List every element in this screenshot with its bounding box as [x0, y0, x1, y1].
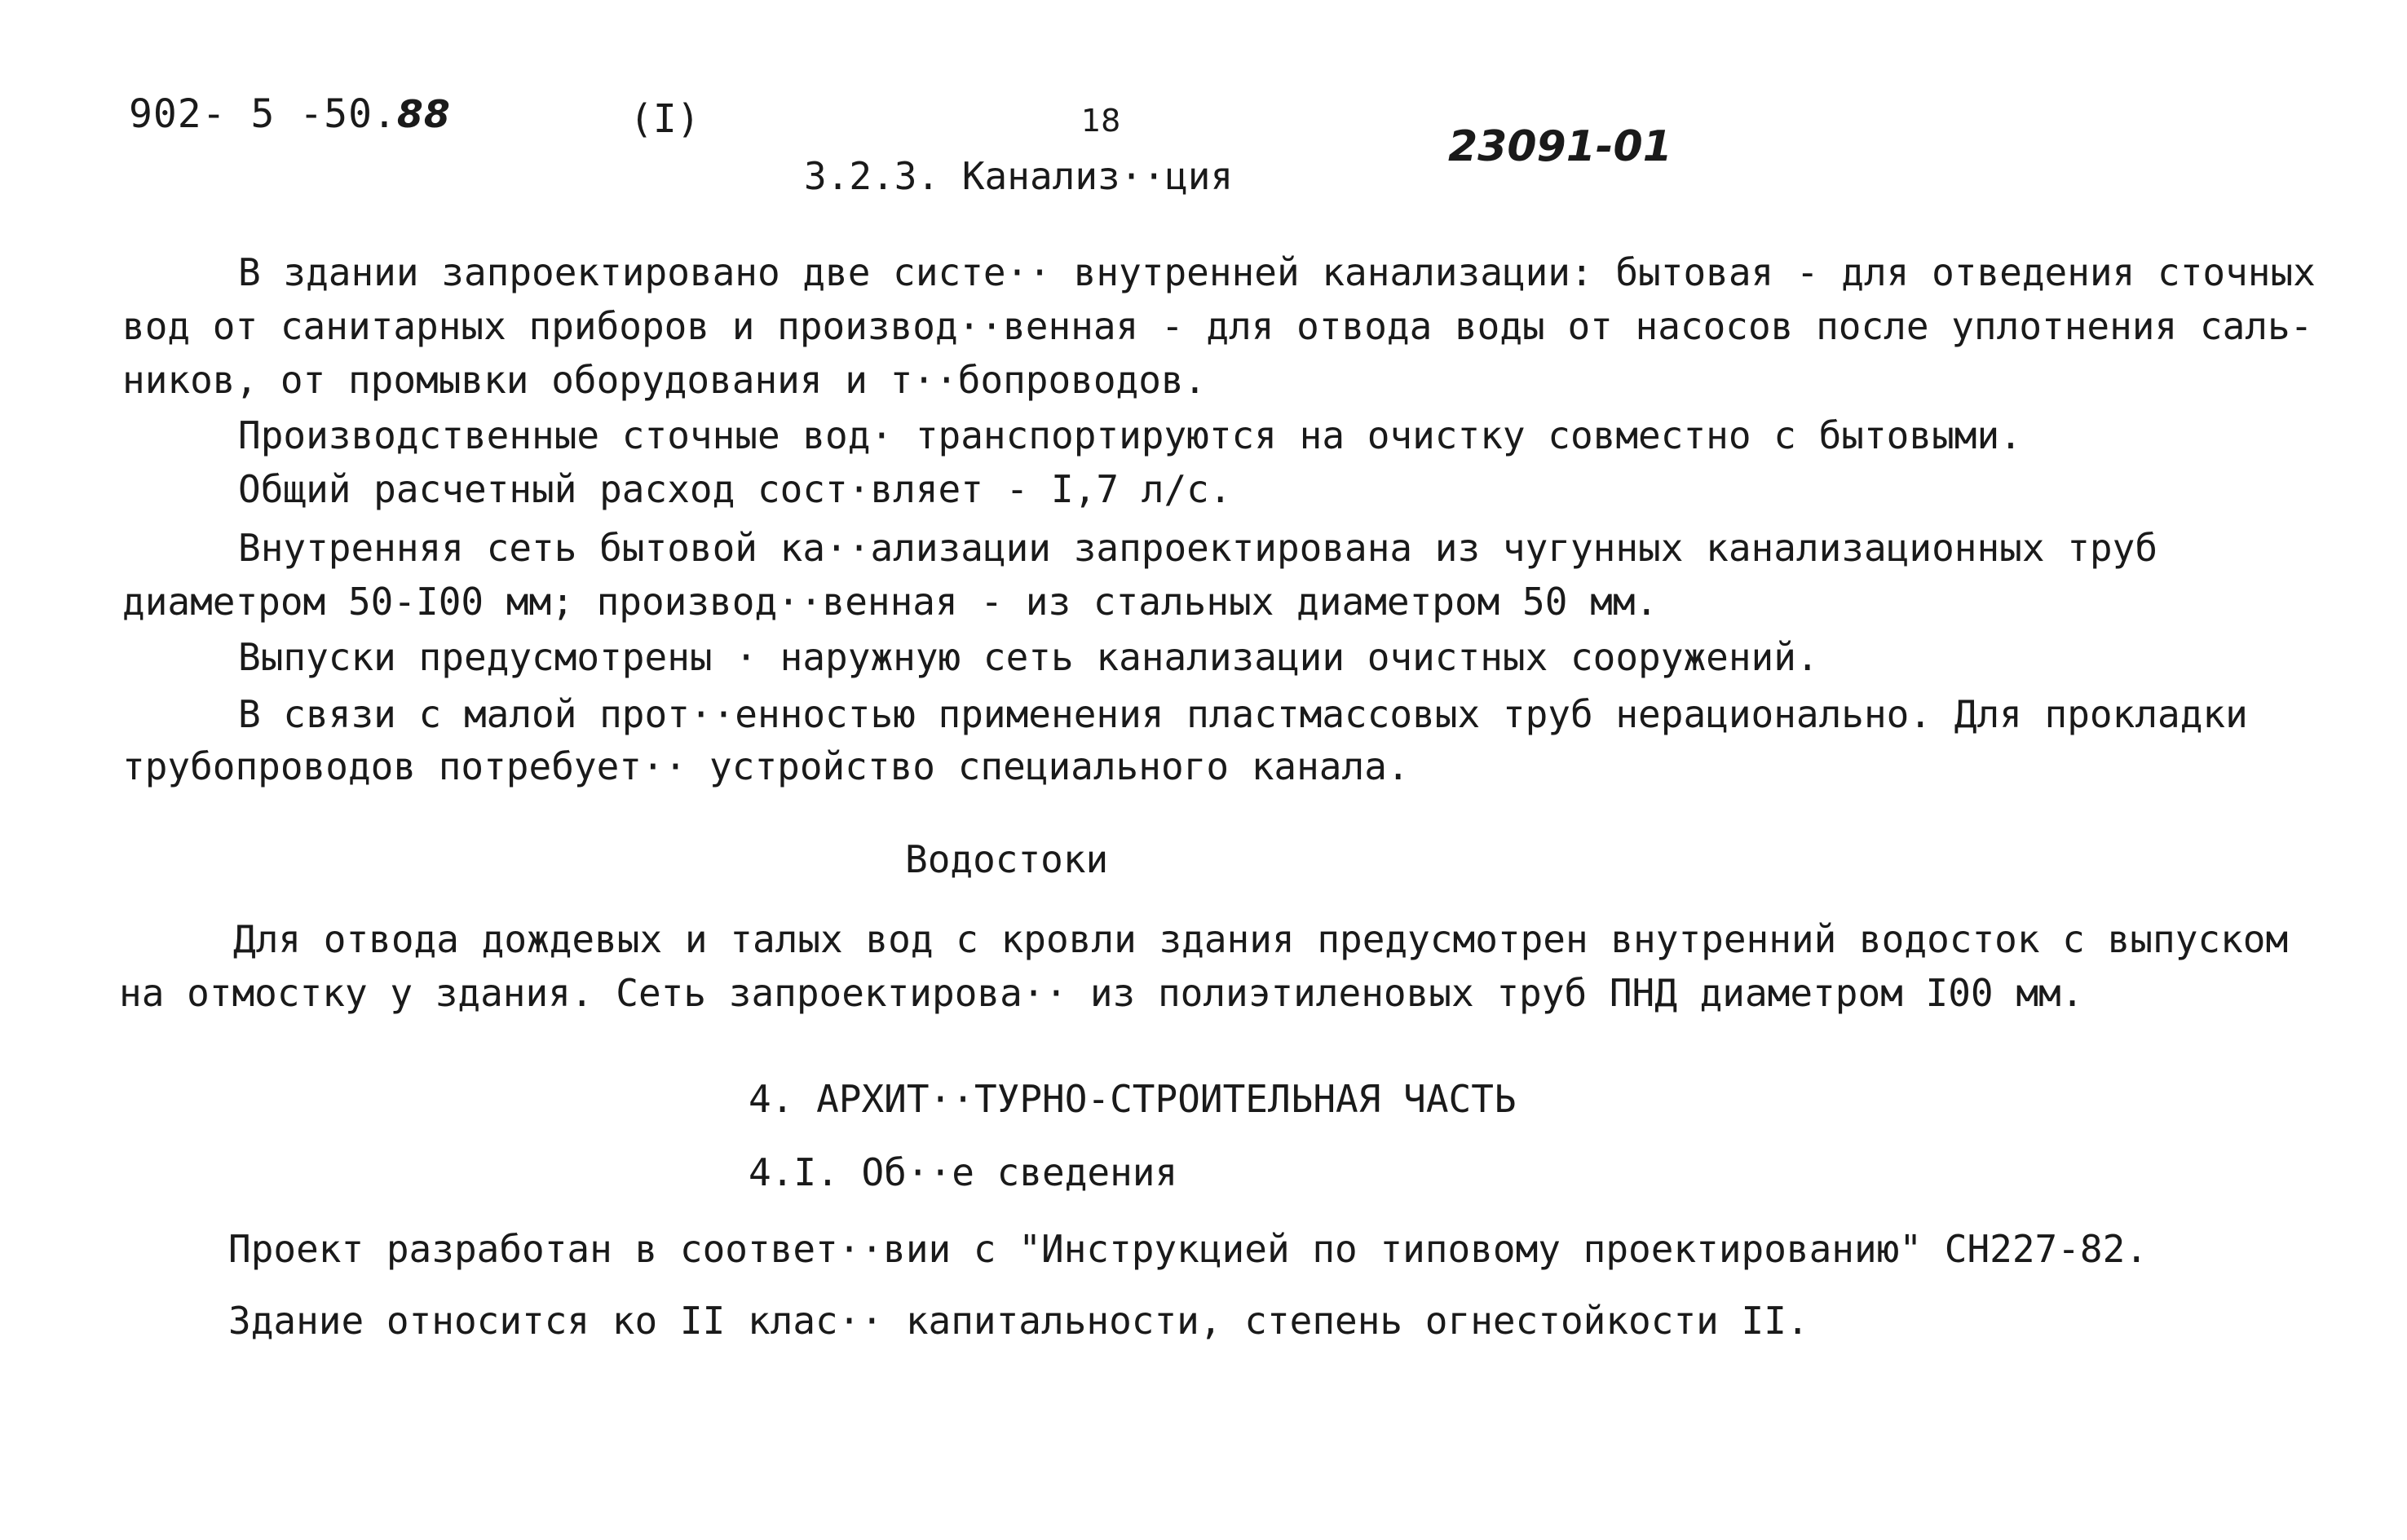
paragraph-line: В связи с малой прот··енностью применения пластмассовых труб нерационально. Для прокладки [238, 692, 2248, 736]
paragraph-line: ников, от промывки оборудования и т··бопроводов. [122, 358, 1207, 402]
paragraph-line: на отмостку у здания. Сеть запроектирова·· из полиэтиленовых труб ПНД диаметром I00 мм. [119, 971, 2084, 1015]
stamp-number: 23091-01 [1448, 122, 1672, 171]
paragraph-line: вод от санитарных приборов и производ··венная - для отвода воды от насосов после уплотнения саль- [122, 304, 2313, 348]
paragraph-line: Производственные сточные вод· транспортируются на очистку совместно с бытовыми. [238, 413, 2022, 457]
paragraph-line: Здание относится ко II клас·· капитальности, степень огнестойкости II. [228, 1299, 1809, 1343]
page-number: 18 [1081, 103, 1121, 139]
subsection-title-general: 4.I. Об··е сведения [749, 1150, 1178, 1194]
paragraph-line: трубопроводов потребует·· устройство специального канала. [122, 744, 1410, 788]
paragraph-line: Выпуски предусмотрены · наружную сеть канализации очистных сооружений. [238, 635, 1819, 679]
section-title-drains: Водостоки [905, 837, 1109, 881]
section-title-architecture: 4. АРХИТ··ТУРНО-СТРОИТЕЛЬНАЯ ЧАСТЬ [749, 1077, 1517, 1121]
paragraph-line: В здании запроектировано две систе·· внутренней канализации: бытовая - для отведения сточных [238, 250, 2316, 294]
document-code-handwritten: 88 [396, 92, 451, 136]
paragraph-line: диаметром 50-I00 мм; производ··венная - из стальных диаметром 50 мм. [122, 580, 1658, 624]
document-code-typed: 902- 5 -50. [129, 91, 397, 137]
paragraph-line: Общий расчетный расход сост·вляет - I,7 л/с. [238, 467, 1232, 511]
section-title-sewerage: 3.2.3. Канализ··ция [804, 154, 1234, 198]
document-code [129, 91, 451, 137]
paragraph-line: Внутренняя сеть бытовой ка··ализации запроектирована из чугунных канализационных труб [238, 526, 2158, 570]
paragraph-line: Для отвода дождевых и талых вод с кровли здания предусмотрен внутренний водосток с выпуском [233, 917, 2289, 961]
paragraph-line: Проект разработан в соответ··вии с "Инструкцией по типовому проектированию" СН227-82. [228, 1227, 2149, 1271]
volume-number: (I) [629, 96, 700, 142]
